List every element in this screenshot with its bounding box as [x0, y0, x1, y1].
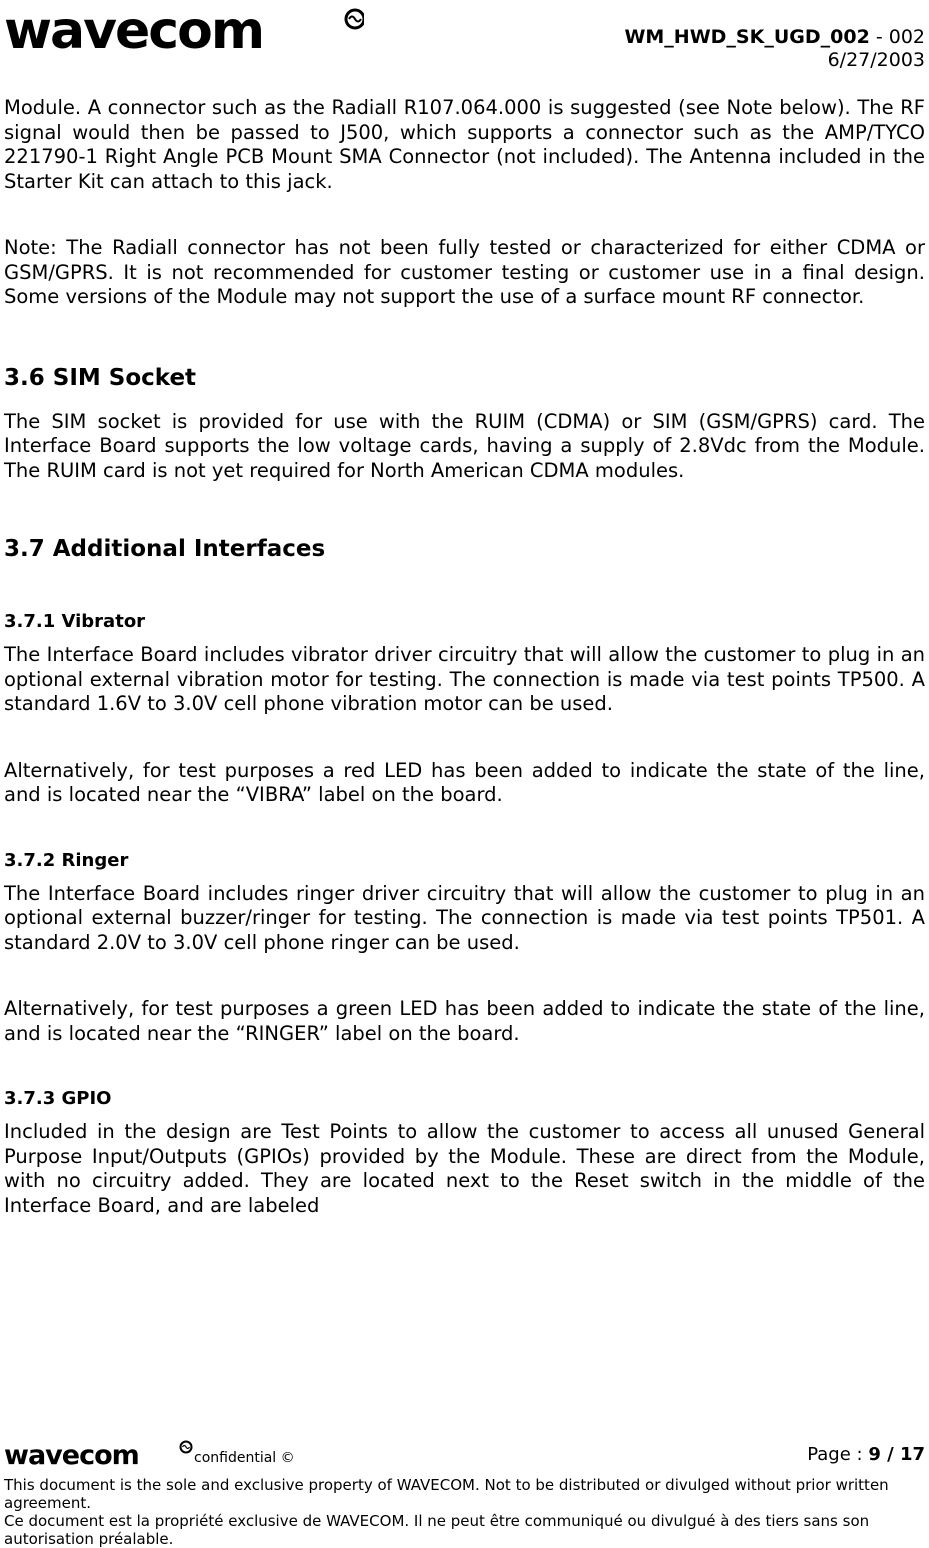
doc-revision: - 002 [869, 26, 925, 48]
confidential-label: confidential © [194, 1450, 295, 1466]
footer-logo-wave-icon [181, 1442, 192, 1453]
notice-english: This document is the sole and exclusive property of WAVECOM. Not to be distributed or divulged without prior written agreement. [4, 1476, 889, 1512]
notice-french: Ce document est la propriété exclusive de WAVECOM. Il ne peut être communiqué ou divulgué à des tiers sans son autorisation préalable. [4, 1512, 870, 1548]
footer-notice [4, 1476, 925, 1548]
wavecom-logo [4, 8, 364, 52]
heading-additional-interfaces: 3.7 Additional Interfaces [4, 536, 326, 562]
paragraph-gpio: Included in the design are Test Points to allow the customer to access all unused General Purpose Input/Outputs (GPIOs) provided by the Module. These are direct from the Module, with no circuitry added. They are located next to the Reset switch in the middle of the Interface Board, and are labeled [4, 1120, 925, 1217]
footer-logo-wordmark: wavecom [4, 1440, 139, 1468]
paragraph-connector: Module. A connector such as the Radiall R107.064.000 is suggested (see Note below). The RF signal would then be passed to J500, which supports a connector such as the AMP/TYCO 221790-1 Right Angle PCB Mount SMA Connector (not included). The Antenna included in the Starter Kit can attach to this jack. [4, 96, 925, 193]
paragraph-sim-socket: The SIM socket is provided for use with the RUIM (CDMA) or SIM (GSM/GPRS) card. The Interface Board supports the low voltage cards, having a supply of 2.8Vdc from the Module. The RUIM card is not yet required for North American CDMA modules. [4, 409, 925, 482]
page-number [807, 1444, 925, 1465]
footer-wavecom-logo [4, 1440, 194, 1468]
page-label: Page : [807, 1444, 869, 1465]
logo-wave-icon [346, 10, 364, 28]
page-content [4, 96, 925, 1218]
document-header [624, 26, 925, 72]
page-value: 9 / 17 [868, 1444, 925, 1465]
heading-vibrator: 3.7.1 Vibrator [4, 611, 146, 632]
logo-wordmark: wavecom [4, 8, 264, 52]
doc-date: 6/27/2003 [827, 49, 925, 71]
paragraph-vibrator-led: Alternatively, for test purposes a red LED has been added to indicate the state of the line, and is located near the “VIBRA” label on the board. [4, 758, 925, 806]
heading-sim-socket: 3.6 SIM Socket [4, 364, 197, 391]
paragraph-vibrator: The Interface Board includes vibrator driver circuitry that will allow the customer to plug in an optional external vibration motor for testing. The connection is made via test points TP500. A standard 1.6V to 3.0V cell phone vibration motor can be used. [4, 643, 925, 715]
heading-gpio: 3.7.3 GPIO [4, 1088, 112, 1109]
paragraph-note: Note: The Radiall connector has not been fully tested or characterized for either CDMA or GSM/GPRS. It is not recommended for customer testing or customer use in a final design. Some versions of the Module may not support the use of a surface mount RF connector. [4, 236, 925, 308]
paragraph-ringer: The Interface Board includes ringer driver circuitry that will allow the customer to plug in an optional external buzzer/ringer for testing. The connection is made via test points TP501. A standard 2.0V to 3.0V cell phone ringer can be used. [4, 881, 925, 954]
doc-id: WM_HWD_SK_UGD_002 [624, 26, 870, 48]
heading-ringer: 3.7.2 Ringer [4, 849, 129, 871]
paragraph-ringer-led: Alternatively, for test purposes a green LED has been added to indicate the state of the line, and is located near the “RINGER” label on the board. [4, 997, 925, 1045]
